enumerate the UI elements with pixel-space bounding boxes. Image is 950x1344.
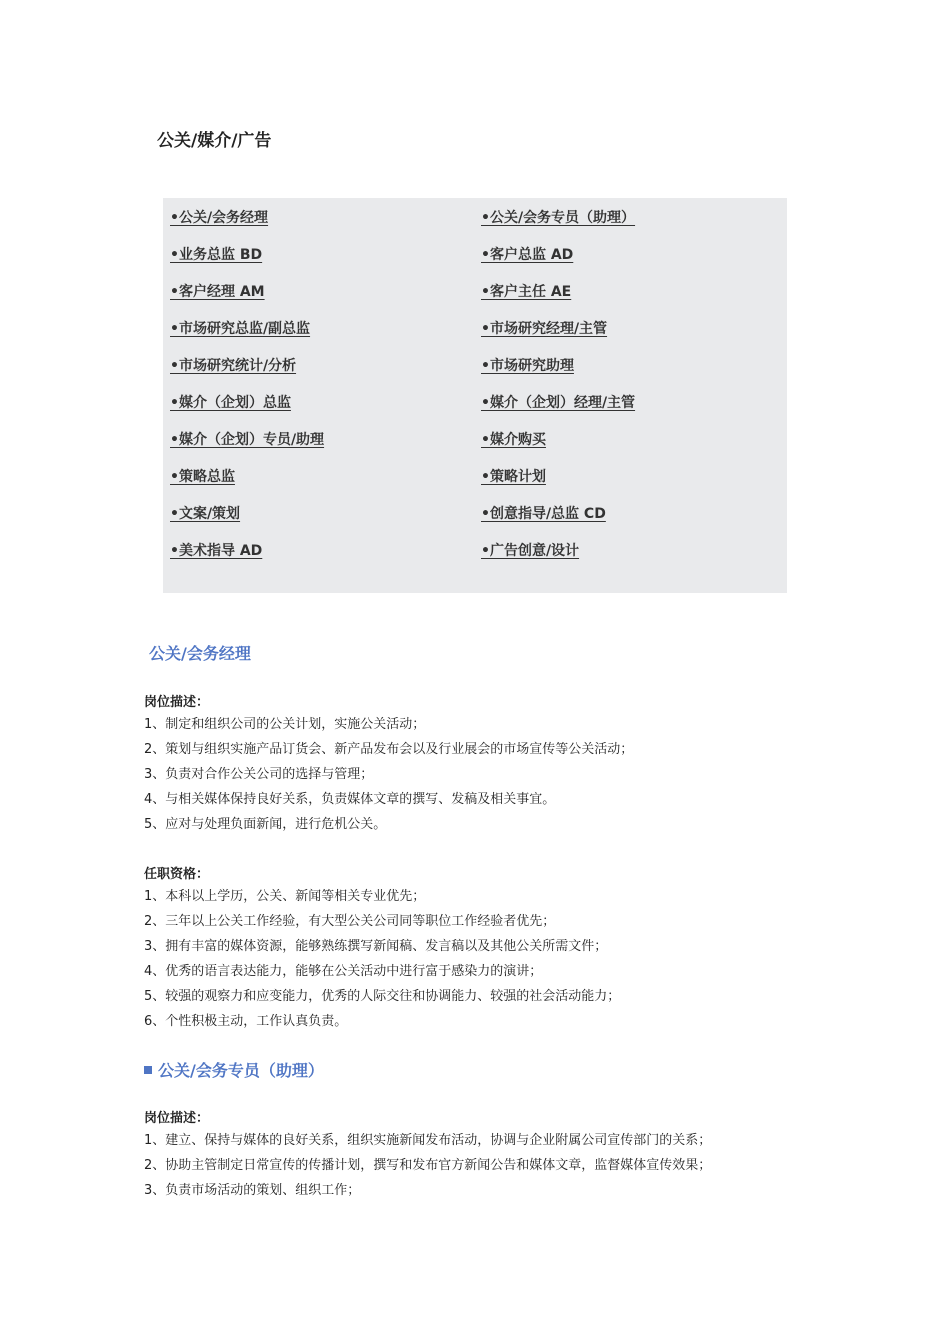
toc-link-media-buying[interactable]: •媒介购买 <box>481 432 546 448</box>
list-item: 4、与相关媒体保持良好关系，负责媒体文章的撰写、发稿及相关事宜。 <box>144 792 556 807</box>
section-title: 公关/会务经理 <box>149 644 251 663</box>
list-item: 5、应对与处理负面新闻，进行危机公关。 <box>144 817 387 832</box>
toc-link-media-specialist[interactable]: •媒介（企划）专员/助理 <box>170 432 325 448</box>
toc-link-account-manager[interactable]: •客户经理 AM <box>170 284 265 300</box>
toc-panel <box>163 198 787 593</box>
toc-link-media-manager[interactable]: •媒介（企划）经理/主管 <box>481 395 636 411</box>
toc-link-pr-specialist[interactable]: •公关/会务专员（助理） <box>481 210 636 226</box>
toc-link-research-director[interactable]: •市场研究总监/副总监 <box>170 321 311 337</box>
toc-link-media-director[interactable]: •媒介（企划）总监 <box>170 395 291 411</box>
list-item: 1、本科以上学历，公关、新闻等相关专业优先； <box>144 889 426 904</box>
job-description-label: 岗位描述： <box>144 1111 210 1126</box>
toc-link-bd-director[interactable]: •业务总监 BD <box>170 247 263 263</box>
list-item: 1、建立、保持与媒体的良好关系，组织实施新闻发布活动，协调与企业附属公司宣传部门的关系； <box>144 1133 712 1148</box>
list-item: 1、制定和组织公司的公关计划，实施公关活动； <box>144 717 426 732</box>
toc-link-creative-director[interactable]: •创意指导/总监 CD <box>481 506 606 522</box>
toc-link-pr-manager[interactable]: •公关/会务经理 <box>170 210 269 226</box>
toc-link-research-manager[interactable]: •市场研究经理/主管 <box>481 321 608 337</box>
list-item: 5、较强的观察力和应变能力，优秀的人际交往和协调能力、较强的社会活动能力； <box>144 989 621 1004</box>
toc-link-art-director[interactable]: •美术指导 AD <box>170 543 263 559</box>
job-description-list <box>144 712 633 837</box>
list-item: 6、个性积极主动，工作认真负责。 <box>144 1014 348 1029</box>
section-title: 公关/会务专员（助理） <box>158 1061 324 1080</box>
list-item: 3、拥有丰富的媒体资源，能够熟练撰写新闻稿、发言稿以及其他公关所需文件； <box>144 939 608 954</box>
toc-link-research-analyst[interactable]: •市场研究统计/分析 <box>170 358 297 374</box>
requirements-list <box>144 884 620 1034</box>
toc-link-strategy-director[interactable]: •策略总监 <box>170 469 235 485</box>
toc-link-strategy-planning[interactable]: •策略计划 <box>481 469 546 485</box>
requirements-label: 任职资格： <box>144 867 210 882</box>
section-heading <box>149 641 251 664</box>
page-title: 公关/媒介/广告 <box>157 131 272 151</box>
job-description-label: 岗位描述： <box>144 695 210 710</box>
job-description-list <box>144 1128 711 1203</box>
toc-link-copywriting[interactable]: •文案/策划 <box>170 506 241 522</box>
list-item: 2、策划与组织实施产品订货会、新产品发布会以及行业展会的市场宣传等公关活动； <box>144 742 634 757</box>
toc-link-account-executive[interactable]: •客户主任 AE <box>481 284 572 300</box>
list-item: 4、优秀的语言表达能力，能够在公关活动中进行富于感染力的演讲； <box>144 964 543 979</box>
toc-grid <box>170 209 781 579</box>
section-heading <box>144 1058 324 1081</box>
list-item: 2、协助主管制定日常宣传的传播计划，撰写和发布官方新闻公告和媒体文章，监督媒体宣传效果； <box>144 1158 712 1173</box>
toc-link-account-director[interactable]: •客户总监 AD <box>481 247 574 263</box>
square-bullet-icon <box>144 1066 152 1074</box>
toc-link-ad-creative[interactable]: •广告创意/设计 <box>481 543 580 559</box>
toc-link-research-assistant[interactable]: •市场研究助理 <box>481 358 574 374</box>
list-item: 3、负责市场活动的策划、组织工作； <box>144 1183 361 1198</box>
list-item: 2、三年以上公关工作经验，有大型公关公司同等职位工作经验者优先； <box>144 914 556 929</box>
list-item: 3、负责对合作公关公司的选择与管理； <box>144 767 374 782</box>
